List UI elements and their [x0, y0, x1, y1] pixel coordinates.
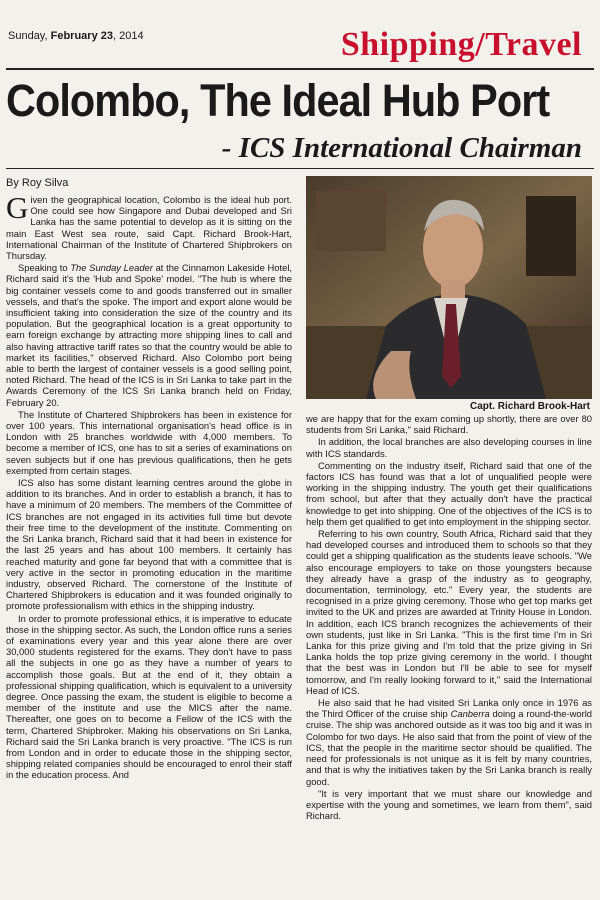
paragraph: we are happy that for the exam coming up shortly, there are over 80 students from Sri Lanka," said Richard. [306, 413, 592, 436]
portrait-photo [306, 176, 592, 399]
subhead-rule [6, 168, 594, 169]
byline: By Roy Silva [6, 177, 69, 189]
masthead [6, 26, 594, 70]
article-column-right [306, 413, 592, 898]
section-title: Shipping/Travel [340, 26, 582, 63]
paragraph: "It is very important that we must share our knowledge and expertise with the young and sometimes, we learn from them", said Richard. [306, 787, 592, 822]
headline: Colombo, The Ideal Hub Port [6, 75, 550, 126]
issue-date: Sunday, February 23, 2014 [8, 30, 144, 42]
photo-caption: Capt. Richard Brook-Hart [469, 401, 590, 412]
paragraph: Commenting on the industry itself, Richard said that one of the factors ICS has found was that a lot of unqualified people were working in the shipping industry. The youth get their qualifications from school, but after that they actually don't have the practical knowledge to get into shipping. One of the objectives of the ICS is to help them get qualified to get into employment in the shipping sector. [306, 459, 592, 527]
portrait-illustration [306, 176, 592, 399]
paragraph: He also said that he had visited Sri Lanka only once in 1976 as the Third Officer of the cruise ship Canberra doing a round-the-world cruise. The ship was anchored outside as it was too big and it was in Colombo for two days. He also said that from the point of view of the ICS, that the people in the maritime sector should be qualified. The need for professionals is not unique as it is felt by many countries, and that is why the initiatives taken by the Sri Lanka branch is really good. [306, 697, 592, 787]
paragraph: ICS also has some distant learning centres around the globe in addition to its branches. And in order to establish a branch, it has to have a minimum of 20 members. The members of the Committee of ICS branches are not engaged in its activities full time but devote their free time to the development of the institute. Commenting on the Sri Lanka branch, Richard said that it had been in existence for the last 25 years and has about 100 members. It certainly has reached maturity and gone far beyond that with a committee that is very active in the sector in promoting education in the maritime industry, observed Richard. The cornerstone of the Institute of Chartered Shipbrokers is education and it was founded originally to promote professionalism with ethics in the shipping industry. [6, 477, 292, 612]
drop-cap: G [6, 194, 29, 225]
paragraph: Speaking to The Sunday Leader at the Cinnamon Lakeside Hotel, Richard said it's the 'Hub and Spoke' model. "The hub is where the big container vessels come to and goods transferred out in smaller vessels, and that's the spoke. The import and export alone would be insufficient taking into consideration the size of the country and its population. But the geographical location is a great opportunity to earn foreign exchange by attracting more shipping lines to call and also having attractive tariff rates so that the country would be able to market its facilities," observed Richard. Also Colombo port being able to berth the largest of container vessels is a good selling point, noted Richard. The head of the ICS is in Sri Lanka to take part in the Awards Ceremony of the ICS Sri Lanka branch held on Friday, February 20. [6, 262, 292, 408]
paragraph: Referring to his own country, South Africa, Richard said that they had developed courses and introduced them to schools so that they could get a shipping qualification as the students leave schools. "We also encourage employers to take on those youngsters because they already have a grasp of the industry as to geography, documentation, terminology, etc." Every year, the students are recognised in a prize giving ceremony. Those who get top marks get invited to the UK and prizes are awarded at Trinity House in London. In addition, each ICS branch recognizes the achievements of their own students, just like in Sri Lanka. "This is the first time I'm in Sri Lanka for this prize giving and I'm told that the prize giving in Sri Lanka holds the top prize giving ceremony in the world. I thought that the best was in London but I'll be able to see for myself tomorrow, and I'm really looking forward to it," said the International Head of ICS. [306, 528, 592, 696]
paragraph: In addition, the local branches are also developing courses in line with ICS standards. [306, 436, 592, 459]
article-column-left [6, 194, 292, 898]
paragraph: The Institute of Chartered Shipbrokers has been in existence for over 100 years. This international organisation's head office is in London with 25 branches worldwide with 4,000 members. To become a member of ICS, one has to sit a series of examinations on seven subjects but if one has previous qualifications, then he gets exempted from certain stages. [6, 408, 292, 476]
lead-paragraph: Given the geographical location, Colombo is the ideal hub port. One could see how Singapore and Dubai developed and Sri Lanka has the same potential to develop as it is sitting on the main East West sea route, said Capt. Richard Brook-Hart, International Chairman of the Institute of Chartered Shipbrokers on Thursday. [6, 194, 292, 262]
paragraph: In order to promote professional ethics, it is imperative to educate those in the shipping sector. As such, the London office runs a series of examinations every year and this year alone there are over 30,000 students registered for the exams. They don't have to pass all the subjects in one go as they have a number of years to accomplish those goals. But at the end of it, they obtain a professional shipping qualification, which is equivalent to a university degree. Once passing the exam, the student is eligible to become a member of the institute and use the MICS after the name. Thereafter, one goes on to become a Fellow of the ICS with the term, Chartered Shipbroker. Making his observations on Sri Lanka, Richard said the Sri Lanka branch is very proactive. "The ICS is run from London and in order to educate those in the shipping sector, shipping related companies should be encouraged to enrol their staff in the education process. And [6, 612, 292, 781]
subheadline: - ICS International Chairman [221, 132, 582, 164]
